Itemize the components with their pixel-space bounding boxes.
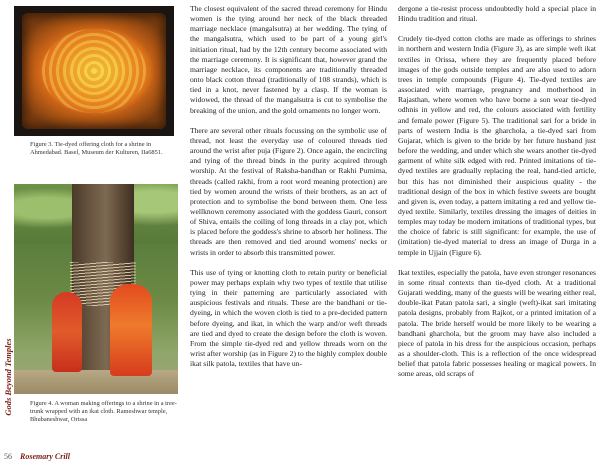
figure-4-image [14,184,178,394]
woman-figure-left [52,292,82,372]
paragraph: There are several other rituals focussing on the symbolic use of thread, not least the everyday use of coloured threads tied around the wrist after puja (Figure 2). Once again, the encircling and tying of the thread binds in the purity acquired through worship. At the festival of Raksha-bandhan or Rakhi Purnima, threads (called rakhi, from a root word meaning protection) are tied by women around the wrists of their brothers, as an act of protection and to symbolise the bond between them. One less wellknown ceremony associated with the goddess Gauri, consort of Shiva, entails the coiling of long threads in a clay pot, which is placed before the goddess's shrine to absorb her holiness. The threads are then removed and tied around womens' necks or wrists in order to absorb this transmitted power. [190,125,387,257]
text-column-middle [190,4,387,466]
paragraph: Crudely tie-dyed cotton cloths are made as offerings to shrines in northern and western India (Figure 3), as are simple weft ikat textiles in Orissa, where they are frequently placed before images of the gods outside temples and are also used to adorn trees in temple compounds (Figure 4). Tie-dyed textiles are associated with marriage, pregnancy and motherhood in Rajasthan, where women who have borne a son wear tie-dyed odhnis in yellow and red, the colours associated with fertility and female power (Figure 5). The traditional sari for a bride in parts of western India is the gharchola, a tie-dyed sari from Gujarat, which is given to the bride by her future husband just before the wedding, and under which she wears another tie-dyed garment of white silk edged with red. Printed imitations of tie-dyed textiles are gradually replacing the real, hand-tied article, but this has not diminished their auspicious quality - the traditional design of the box in which festive sweets are bought and given is, even today, a pattern imitating a red and yellow tie-dyed textile. Similarly, textiles dressing the images of deities in temples may today be modern imitations of traditional types, but the choice of fabric is still significant: for example, the use of (imitation) tie-dyed material to dress an image of Durga in a temple in Ujjain (Figure 6). [398,34,596,257]
figure-3-caption: Figure 3. Tie-dyed offering cloth for a shrine in Ahmedabad. Basel, Museum der Kulturen, IIa6851. [30,141,163,156]
ground [14,370,178,394]
paragraph: Ikat textiles, especially the patola, have even stronger resonances in some ritual contexts than tie-dyed cloth. At a traditional Gujarati wedding, many of the guests will be wearing either real, double-ikat Patan patola sari, a single (weft)-ikat sari imitating patola designs, probably from Rajkot, or a printed imitation of a patola. The bride herself would be more likely to be wearing a bandhani gharchola, but the groom may have also included a piece of patola in his dress for the auspicious occasion, perhaps as a shoulder-cloth. This is a reflection of the once widespread belief that patola fabric possesses healing or magical powers. In some areas, old scraps of [398,267,596,379]
paragraph: The closest equivalent of the sacred thread ceremony for Hindu women is the tying around her neck of the black threaded marriage necklace (mangalsutra) at her wedding. The tying of the mangalsutra, which used to be part of a young girl's initiation ritual, had by the 12th century become associated with the marriage ceremony. It is significant that, however grand the marriage necklace, its components are traditionally threaded onto black cotton thread (traditionally of 108 strands), which is tied in a knot, never fastened by a clasp. If the woman is widowed, the thread of the mangalsutra is cut to symbolise the breaking of the union, and the gold ornaments no longer worn. [190,4,387,115]
running-title-text: Gods Beyond Temples [3,338,13,416]
running-title [0,300,13,460]
page-footer [4,452,70,461]
page-number: 56 [4,452,12,461]
author-name: Rosemary Crill [20,452,71,461]
paragraph: This use of tying or knotting cloth to retain purity or beneficial power may perhaps explain why two types of textile that utilise tying in their patterning are particularly associated with auspicious festivals and rituals. These are the bandhani or tie-dyeing, in which the woven cloth is tied to a pre-decided pattern before dyeing, and ikat, in which the warp and/or weft threads are tied and dyed to create the design before the cloth is woven. From the simple tie-dyed red and yellow threads worn on the wrist after worship (as in Figure 2) to the highly complex double ikat silk patola, textiles that have un- [190,267,387,369]
figure-3-image [14,6,174,136]
figure-4-caption: Figure 4. A woman making offerings to a shrine in a tree-trunk wrapped with an ikat cloth. Rameshwar temple, Bhubaneshwar, Orissa [30,400,177,423]
tie-dyed-cloth-picture [22,13,166,129]
paragraph: dergone a tie-resist process undoubtedly hold a special place in Hindu tradition and ritual. [398,4,596,24]
text-column-right [398,4,596,466]
woman-figure-right [110,284,152,376]
